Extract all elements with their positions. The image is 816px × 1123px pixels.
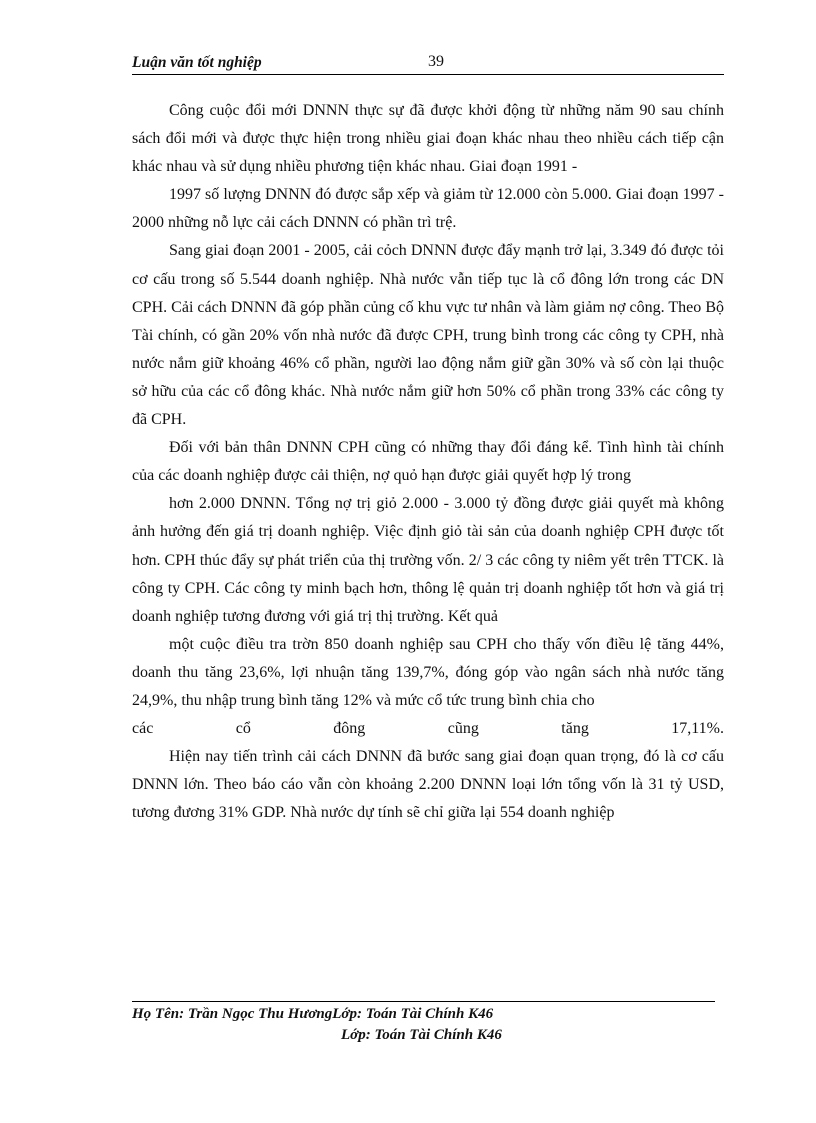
- paragraph-3-last-line: [132, 715, 724, 743]
- paragraph-3-part-1: Đối với bản thân DNNN CPH cũng có những thay đổi đáng kể. Tình hình tài chính của các doanh nghiệp được cải thiện, nợ quỏ hạn được giải quyết hợp lý trong: [132, 439, 724, 485]
- word: 17,11%.: [671, 720, 724, 738]
- paragraph-1-part-2: 1997 số lượng DNNN đó được sắp xếp và giảm từ 12.000 còn 5.000. Giai đoạn 1997 - 2000 những nỗ lực cải cách DNNN có phần trì trệ.: [132, 186, 724, 232]
- paragraph-3-part-3: một cuộc điều tra trờn 850 doanh nghiệp sau CPH cho thấy vốn điều lệ tăng 44%, doanh thu tăng 23,6%, lợi nhuận tăng 139,7%, đóng góp vào ngân sách nhà nước tăng 24,9%, thu nhập trung bình tăng 12% và mức cổ tức trung bình chia cho: [132, 635, 724, 709]
- word: các: [132, 720, 154, 738]
- footer-divider: [132, 1001, 715, 1002]
- page-number: 39: [428, 53, 444, 70]
- word: đông: [333, 720, 366, 738]
- footer-author: Họ Tên: Trần Ngọc Thu HươngLớp: Toán Tài Chính K46: [132, 1006, 494, 1022]
- paragraph-4: Hiện nay tiến trình cải cách DNNN đã bước sang giai đoạn quan trọng, đó là cơ cấu DNNN lớn. Theo báo cáo vẫn còn khoảng 2.200 DNNN loại lớn tổng vốn là 31 tỷ USD, tương đương 31% GDP. Nhà nước dự tính sẽ chỉ giữa lại 554 doanh nghiệp: [132, 748, 724, 822]
- footer-class: Lớp: Toán Tài Chính K46: [341, 1027, 502, 1043]
- word: tăng: [561, 720, 589, 738]
- paragraph-2: Sang giai đoạn 2001 - 2005, cải cỏch DNNN được đẩy mạnh trở lại, 3.349 đó được tỏi cơ cấu trong số 5.544 doanh nghiệp. Nhà nước vẫn tiếp tục là cổ đông lớn trong các DN CPH. Cải cách DNNN đã góp phần củng cố khu vực tư nhân và làm giảm nợ công. Theo Bộ Tài chính, có gần 20% vốn nhà nước đã được CPH, trung bình trong các công ty CPH, nhà nước nắm giữ khoảng 46% cổ phần, người lao động nắm giữ gần 30% và số còn lại thuộc sở hữu của các cổ đông khác. Nhà nước nắm giữ hơn 50% cổ phần trong 33% các công ty đã CPH.: [132, 242, 724, 429]
- document-body: [132, 97, 724, 827]
- word: cũng: [447, 720, 479, 738]
- word: cổ: [235, 720, 251, 738]
- header-title: Luận văn tốt nghiệp: [132, 54, 262, 71]
- paragraph-1-part-1: Công cuộc đổi mới DNNN thực sự đã được khởi động từ những năm 90 sau chính sách đổi mới và được thực hiện trong nhiều giai đoạn khác nhau theo nhiều cách tiếp cận khác nhau và sử dụng nhiều phương tiện khác nhau. Giai đoạn 1991 -: [132, 102, 724, 176]
- paragraph-3-part-2: hơn 2.000 DNNN. Tổng nợ trị giỏ 2.000 - 3.000 tỷ đồng được giải quyết mà không ảnh hưởng đến giá trị doanh nghiệp. Việc định giỏ tài sản của doanh nghiệp CPH được tốt hơn. CPH thúc đẩy sự phát triển của thị trường vốn. 2/ 3 các công ty niêm yết trên TTCK. là công ty CPH. Các công ty minh bạch hơn, thông lệ quản trị doanh nghiệp tốt hơn và giá trị doanh nghiệp tương đương với giá trị thị trường. Kết quả: [132, 495, 724, 625]
- page-header: [132, 50, 724, 75]
